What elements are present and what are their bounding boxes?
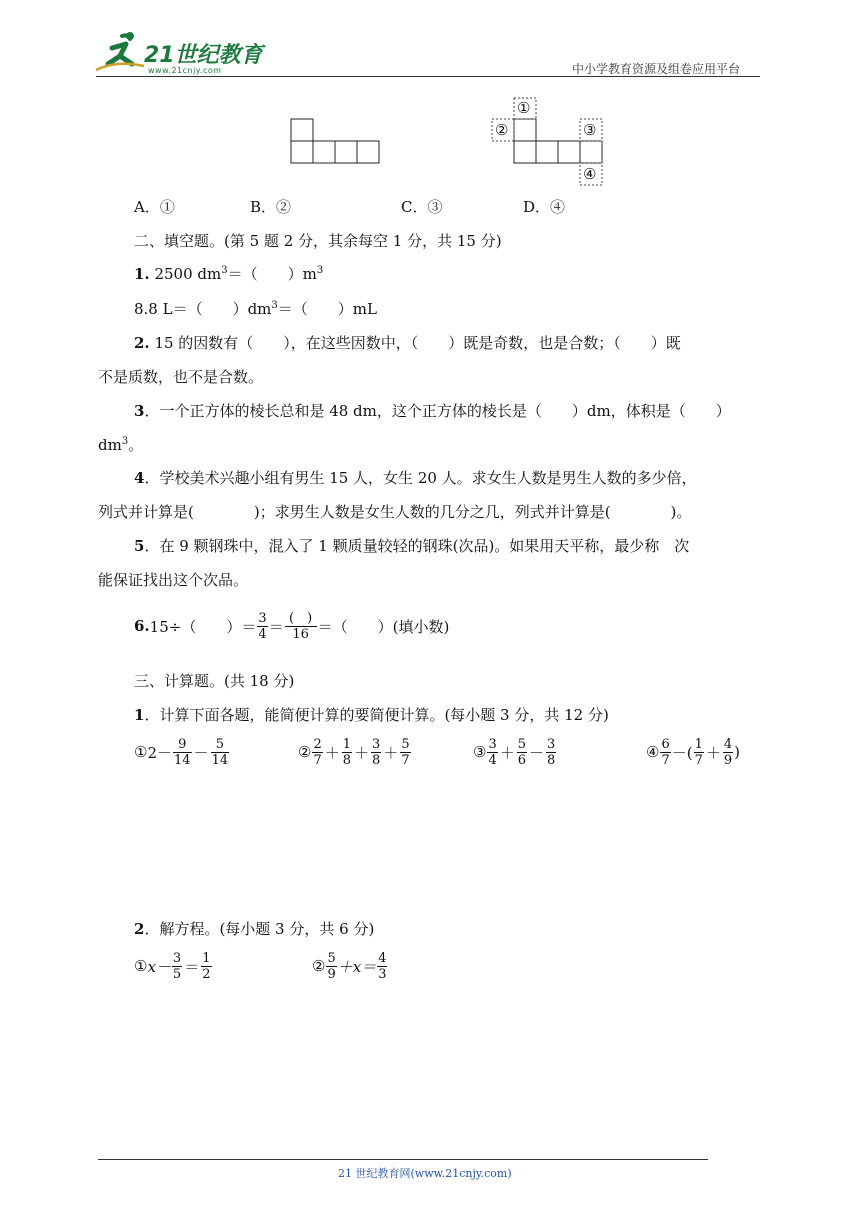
operator: ＋ xyxy=(354,743,370,762)
fraction-denominator: 5 xyxy=(172,966,182,982)
expr-lead: 2－ xyxy=(147,743,172,762)
operator: ＋ xyxy=(383,743,399,762)
close-paren: ) xyxy=(734,743,741,761)
fraction-denominator: 7 xyxy=(661,752,670,768)
fraction-numerator: 3 xyxy=(488,736,497,752)
operator: －( xyxy=(671,743,693,762)
operator: － xyxy=(193,743,209,762)
p2-text: ．解方程。(每小题 3 分，共 6 分) xyxy=(144,920,375,938)
equation-1 xyxy=(134,944,213,988)
fraction xyxy=(546,737,556,768)
fraction-numerator: 4 xyxy=(723,736,733,752)
fraction-numerator: 1 xyxy=(342,736,352,752)
fraction-denominator: 9 xyxy=(723,752,733,768)
sup-3: 3 xyxy=(121,436,129,447)
sup-3: 3 xyxy=(316,265,324,276)
fraction xyxy=(660,737,670,768)
fraction-denominator: 2 xyxy=(202,966,211,982)
q2-text: 15 的因数有（ ），在这些因数中，（ ）既是奇数，也是合数；（ ）既 xyxy=(149,334,681,352)
question-3-line-1 xyxy=(134,400,731,421)
eq-lead: x－ xyxy=(147,957,171,976)
logo-url: www.21cnjy.com xyxy=(148,66,222,75)
fraction xyxy=(377,951,387,982)
fraction-numerator: 3 xyxy=(172,950,182,966)
eq-mid: ＋x＝ xyxy=(337,957,377,976)
cell-label-3: ③ xyxy=(583,121,597,139)
fraction-denominator: 9 xyxy=(327,966,336,982)
operator: ＋ xyxy=(499,743,515,762)
fraction-numerator: 5 xyxy=(401,736,410,752)
equation-2 xyxy=(312,944,388,988)
question-1-line-1 xyxy=(134,263,323,284)
q6-fraction-2 xyxy=(285,611,317,642)
p1-number: 1 xyxy=(134,706,145,724)
cell-label-2: ② xyxy=(495,121,509,139)
header-logo xyxy=(92,30,262,76)
fraction-denominator: 4 xyxy=(488,752,497,768)
q1-text-a: 2500 dm xyxy=(149,265,222,283)
question-5-line-2: 能保证找出这个次品。 xyxy=(98,571,249,589)
fraction-denominator: 8 xyxy=(547,752,556,768)
fraction-denominator: 4 xyxy=(258,626,267,642)
question-4-line-2: 列式并计算是( )；求男生人数是女生人数的几分之几，列式并计算是( )。 xyxy=(98,503,692,521)
expr-mark: ③ xyxy=(473,743,487,761)
cell-label-1: ① xyxy=(517,99,531,117)
q3-line2-b: 。 xyxy=(128,436,144,454)
fraction-numerator: 5 xyxy=(215,736,224,752)
eq-mark: ① xyxy=(134,957,148,975)
question-2-line-2: 不是质数，也不是合数。 xyxy=(98,368,264,386)
expression-2 xyxy=(298,730,412,774)
footer-rule xyxy=(98,1159,708,1160)
fraction-numerator: 2 xyxy=(313,736,322,752)
cell-label-4: ④ xyxy=(583,165,597,183)
fraction-numerator: 5 xyxy=(517,736,527,752)
expr-mark: ② xyxy=(298,743,312,761)
q4-text: ．学校美术兴趣小组有男生 15 人，女生 20 人。求女生人数是男生人数的多少倍， xyxy=(144,469,697,487)
fraction xyxy=(694,737,704,768)
q5-text: ．在 9 颗钢珠中，混入了 1 颗质量较轻的钢珠(次品)。如果用天平称，最少称 次 xyxy=(144,537,690,555)
q1-line2-b: ＝（ ）mL xyxy=(277,300,377,318)
operator: ＋ xyxy=(324,743,340,762)
fraction-numerator: 1 xyxy=(202,950,211,966)
option-d[interactable]: D．④ xyxy=(523,198,566,216)
fraction-numerator: 9 xyxy=(178,736,187,752)
option-a[interactable]: A．① xyxy=(134,198,175,216)
fraction-numerator: 4 xyxy=(378,950,387,966)
q6-fraction-1 xyxy=(257,611,267,642)
fraction xyxy=(312,737,322,768)
question-5-line-1 xyxy=(134,535,689,556)
option-b[interactable]: B．② xyxy=(250,198,292,216)
fraction-denominator: 7 xyxy=(313,752,322,768)
question-1-line-2 xyxy=(134,298,377,319)
footer-text[interactable]: 21 世纪教育网(www.21cnjy.com) xyxy=(338,1167,512,1180)
fraction-numerator: 6 xyxy=(661,736,670,752)
q6-text-b: ＝（ ）(填小数) xyxy=(317,617,450,636)
fraction xyxy=(326,951,336,982)
fraction-numerator: 3 xyxy=(372,736,381,752)
question-3-line-2 xyxy=(98,434,143,455)
q6-equals: ＝ xyxy=(268,617,284,636)
q3-number: 3 xyxy=(134,402,145,420)
header-rule xyxy=(96,76,760,77)
fraction xyxy=(172,951,182,982)
fraction-denominator: 16 xyxy=(285,626,317,642)
expr-mark: ① xyxy=(134,743,148,761)
fraction xyxy=(517,737,527,768)
q3-line2-a: dm xyxy=(98,436,122,454)
fraction-numerator: 3 xyxy=(258,610,267,626)
q5-number: 5 xyxy=(134,537,145,555)
operator: ＝ xyxy=(184,957,200,976)
q3-text: ．一个正方体的棱长总和是 48 dm，这个正方体的棱长是（ ）dm，体积是（ ） xyxy=(144,402,731,420)
operator: ＋ xyxy=(705,743,721,762)
fraction-numerator: 1 xyxy=(694,736,703,752)
fraction xyxy=(211,737,230,768)
platform-name: 中小学教育资源及组卷应用平台 xyxy=(572,62,741,76)
fraction xyxy=(400,737,410,768)
q1-line2-a: 8.8 L＝（ ）dm xyxy=(134,300,272,318)
q6-number: 6. xyxy=(134,617,150,635)
expr-mark: ④ xyxy=(646,743,660,761)
fraction-denominator: 8 xyxy=(342,752,352,768)
q2-number: 2. xyxy=(134,334,150,352)
logo-text: 21世纪教育 xyxy=(144,43,263,68)
net-figure-left xyxy=(290,118,382,166)
question-4-line-1 xyxy=(134,467,697,488)
section2-title: 二、填空题。(第 5 题 2 分，其余每空 1 分，共 15 分) xyxy=(134,232,502,250)
problem-1-heading xyxy=(134,704,609,725)
fraction xyxy=(342,737,352,768)
fraction-numerator: 3 xyxy=(547,736,556,752)
fraction-numerator: 5 xyxy=(327,950,336,966)
fraction-denominator: 7 xyxy=(401,752,410,768)
fraction xyxy=(487,737,497,768)
sup-3: 3 xyxy=(271,300,278,311)
question-6 xyxy=(134,604,449,648)
q1-text-b: ＝（ ）m xyxy=(227,265,317,283)
q4-number: 4 xyxy=(134,469,145,487)
fraction-denominator: 14 xyxy=(211,752,229,768)
fraction-denominator: 7 xyxy=(694,752,703,768)
fraction-denominator: 8 xyxy=(372,752,381,768)
fraction xyxy=(371,737,381,768)
expression-3 xyxy=(473,730,557,774)
question-2-line-1 xyxy=(134,332,681,353)
p2-number: 2 xyxy=(134,920,145,938)
fraction xyxy=(201,951,211,982)
expression-4 xyxy=(646,730,740,774)
runner-logo-icon xyxy=(92,30,148,74)
p1-text: ．计算下面各题，能简便计算的要简便计算。(每小题 3 分，共 12 分) xyxy=(144,706,609,724)
q6-text-a: 15÷（ ）＝ xyxy=(149,617,257,636)
option-c[interactable]: C．③ xyxy=(401,198,443,216)
q1-number: 1. xyxy=(134,265,150,283)
fraction-denominator: 14 xyxy=(174,752,191,768)
fraction-denominator: 3 xyxy=(378,966,387,982)
net-figure-right xyxy=(490,97,605,189)
fraction xyxy=(723,737,733,768)
fraction-denominator: 6 xyxy=(517,752,527,768)
expression-1 xyxy=(134,730,230,774)
operator: － xyxy=(529,743,545,762)
eq-mark: ② xyxy=(312,957,326,975)
sup-3: 3 xyxy=(221,265,228,276)
fraction xyxy=(173,737,192,768)
fraction-numerator: ( ) xyxy=(289,610,313,626)
section3-title: 三、计算题。(共 18 分) xyxy=(134,672,295,690)
problem-2-heading xyxy=(134,918,374,939)
